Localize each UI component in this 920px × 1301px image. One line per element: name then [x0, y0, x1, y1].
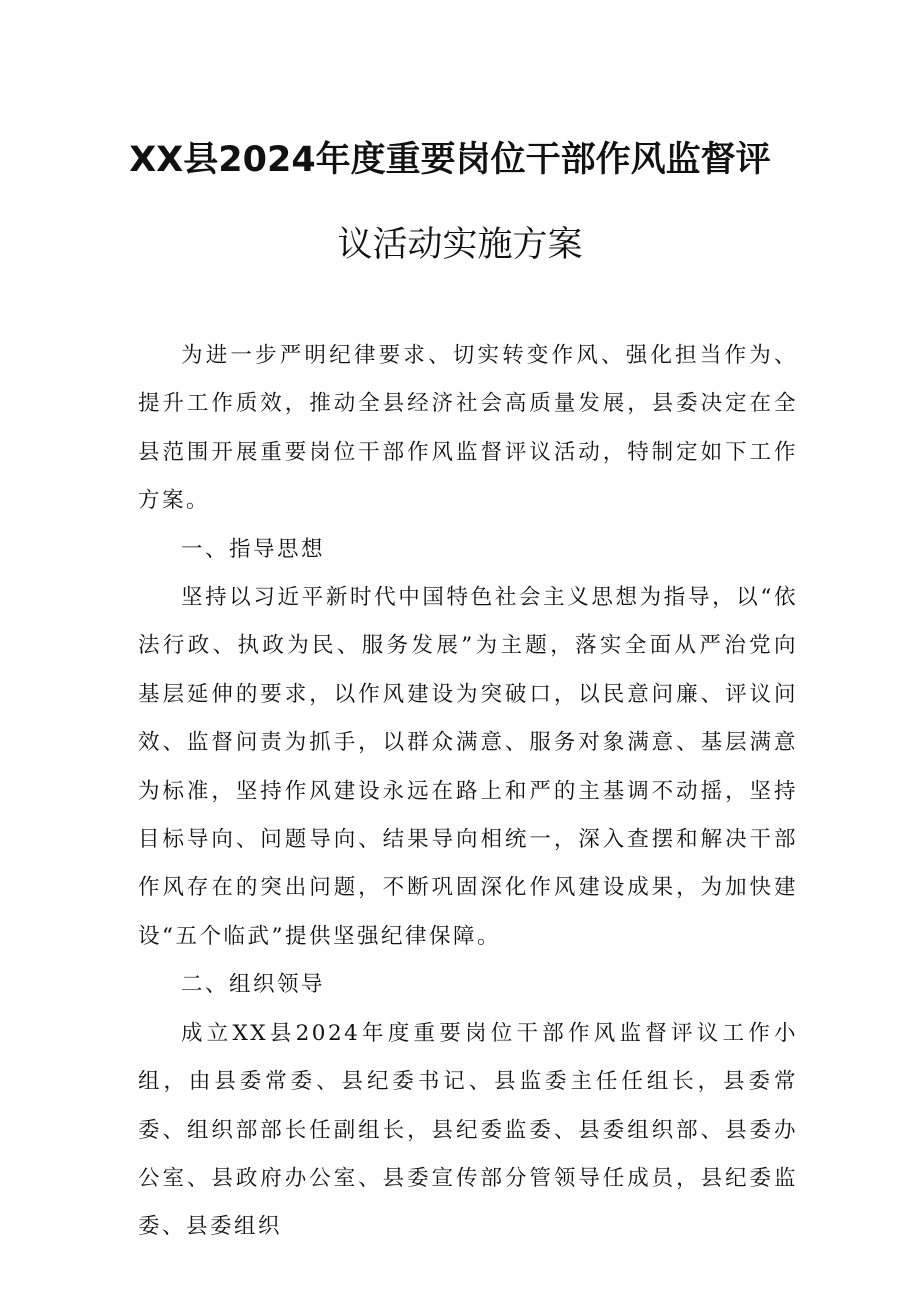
section-heading-organization: 二、组织领导	[181, 972, 326, 998]
organization-paragraph: 成立XX县2024年度重要岗位干部作风监督评议工作小组，由县委常委、县纪委书记、县监委主任任组长，县委常委、组织部部长任副组长，县纪委监委、县委组织部、县委办公室、县政府办公室、县委宣传部分管领导任成员，县纪委监委、县委组织	[138, 1020, 798, 1240]
guiding-ideology-paragraph: 坚持以习近平新时代中国特色社会主义思想为指导，以“依法行政、执政为民、服务发展”为主题，落实全面从严治党向基层延伸的要求，以作风建设为突破口，以民意问廉、评议问效、监督问责为抓手，以群众满意、服务对象满意、基层满意为标准，坚持作风建设永远在路上和严的主基调不动摇，坚持目标导向、问题导向、结果导向相统一，深入查摆和解决干部作风存在的突出问题，不断巩固深化作风建设成果，为加快建设“五个临武”提供坚强纪律保障。	[138, 585, 798, 949]
section-heading-guiding-ideology: 一、指导思想	[181, 536, 326, 562]
document-title-line-2: 议活动实施方案	[337, 225, 583, 265]
document-title-line-1: XX县2024年度重要岗位干部作风监督评	[129, 140, 771, 180]
intro-paragraph: 为进一步严明纪律要求、切实转变作风、强化担当作为、提升工作质效，推动全县经济社会高质量发展，县委决定在全县范围开展重要岗位干部作风监督评议活动，特制定如下工作方案。	[138, 343, 798, 514]
document-body	[138, 332, 798, 1252]
